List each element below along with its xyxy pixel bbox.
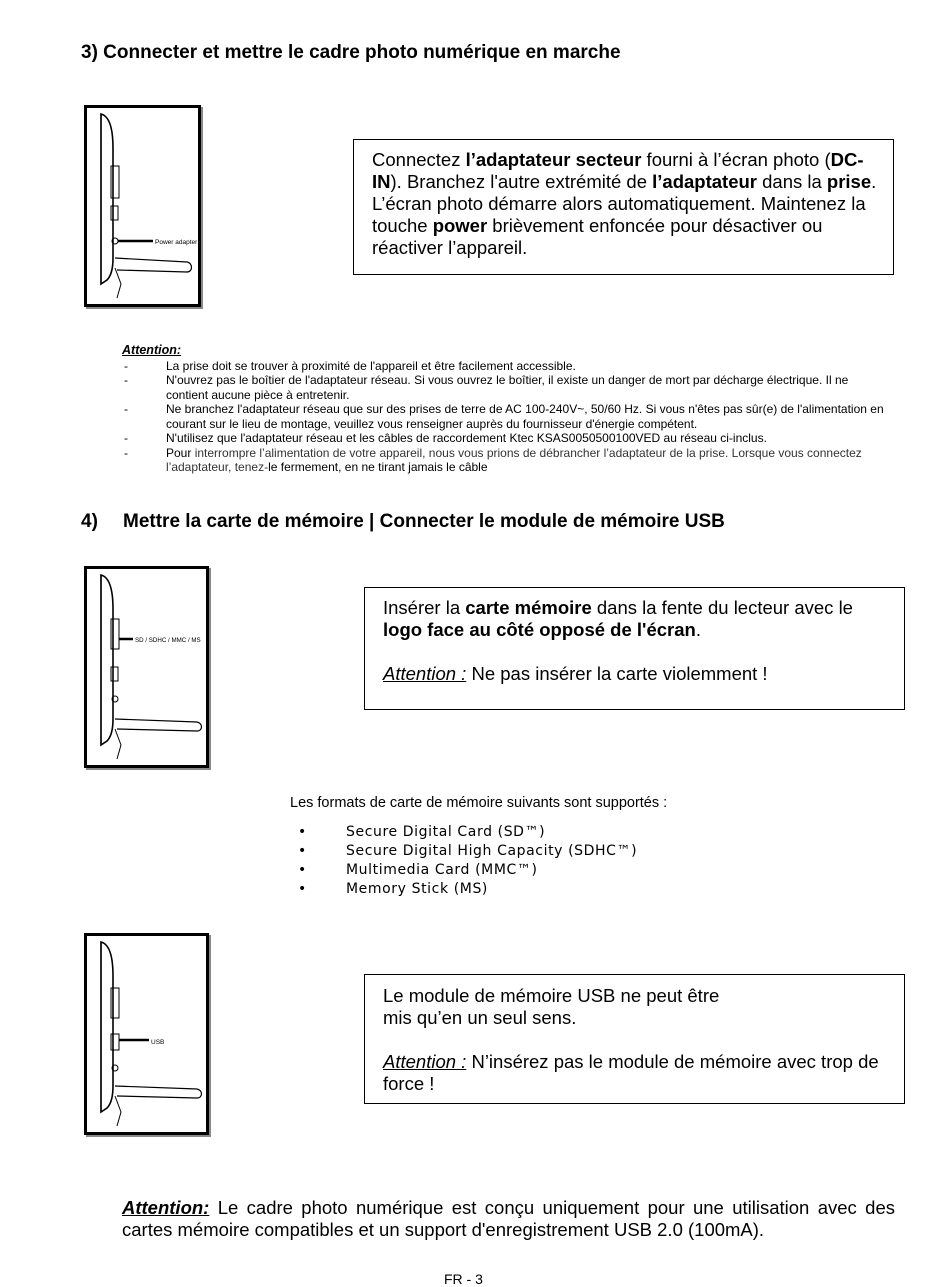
section-3-attention-list bbox=[122, 343, 892, 475]
dash: - bbox=[124, 445, 128, 460]
usb-line-1: Le module de mémoire USB ne peut être bbox=[383, 985, 720, 1006]
attention-label: Attention : bbox=[383, 1051, 467, 1072]
attention-heading: Attention: bbox=[122, 343, 182, 357]
list-item bbox=[292, 842, 637, 861]
final-attention-note bbox=[122, 1197, 895, 1241]
bullet: • bbox=[298, 881, 307, 897]
text: Le cadre photo numérique est conçu uniquement pour une utilisation avec des cartes mémoire compatibles et un support d'enregistrement USB 2.0 (100mA). bbox=[122, 1197, 895, 1240]
text: . L’écran photo démarre alors automatiquement. Maintenez la touche bbox=[372, 171, 877, 236]
dash: - bbox=[124, 402, 128, 416]
list-item bbox=[292, 880, 637, 899]
dash: - bbox=[124, 358, 128, 373]
text: fourni à l’écran photo ( bbox=[641, 149, 831, 170]
list-item-text: N'utilisez que l'adaptateur réseau et les câbles de raccordement Ktec KSAS0050500100VED au réseau ci-inclus. bbox=[166, 431, 767, 445]
list-item bbox=[122, 446, 892, 475]
text: dans la fente du lecteur avec le bbox=[591, 597, 853, 618]
usb-instruction-box bbox=[364, 974, 905, 1104]
bullet: • bbox=[298, 862, 307, 878]
bold-text: l’adaptateur secteur bbox=[465, 149, 642, 170]
formats-intro: Les formats de carte de mémoire suivants sont supportés : bbox=[290, 795, 668, 811]
page-number: FR - 3 bbox=[444, 1271, 483, 1287]
formats-list bbox=[292, 823, 637, 899]
card-warning bbox=[383, 663, 890, 685]
frame-side-view-power-illustration bbox=[84, 105, 201, 307]
format-name: Memory Stick (MS) bbox=[346, 881, 488, 897]
section-4-title: Mettre la carte de mémoire | Connecter le module de mémoire USB bbox=[123, 511, 725, 532]
card-instruction-box bbox=[364, 587, 905, 710]
card-slot-label: SD / SDHC / MMC / MS bbox=[135, 637, 201, 644]
bold-text: power bbox=[432, 215, 488, 236]
bold-text: carte mémoire bbox=[465, 597, 592, 618]
bullet: • bbox=[298, 843, 307, 859]
bold-text: DC-IN bbox=[372, 149, 864, 192]
usb-label: USB bbox=[151, 1039, 165, 1046]
dash: - bbox=[124, 373, 128, 387]
section-4-number: 4) bbox=[81, 511, 98, 532]
list-item-text: La prise doit se trouver à proximité de l'appareil et être facilement accessible. bbox=[166, 358, 576, 373]
section-3-instruction-box bbox=[353, 139, 894, 275]
section-3-title: 3) Connecter et mettre le cadre photo numérique en marche bbox=[81, 42, 621, 63]
format-name: Secure Digital Card (SD™) bbox=[346, 824, 546, 840]
text: le fermement, en ne tirant jamais le câble bbox=[268, 460, 488, 474]
frame-side-view-usb-illustration bbox=[84, 933, 209, 1135]
text: Ne pas insérer la carte violemment ! bbox=[466, 663, 768, 684]
list-item bbox=[122, 359, 892, 374]
format-name: Secure Digital High Capacity (SDHC™) bbox=[346, 843, 638, 859]
text: ). Branchez l'autre extrémité de bbox=[390, 171, 653, 192]
text: N’insérez pas le module de mémoire avec trop de force ! bbox=[383, 1051, 879, 1094]
format-name: Multimedia Card (MMC™) bbox=[346, 862, 538, 878]
text: Insérer la bbox=[383, 597, 466, 618]
text: . bbox=[695, 619, 701, 640]
list-item-text: N'ouvrez pas le boîtier de l'adaptateur réseau. Si vous ouvrez le boîtier, il existe un danger de mort par décharge électrique. Il ne contient aucune pièce à entretenir. bbox=[166, 373, 849, 402]
bullet: • bbox=[298, 824, 307, 840]
text: brièvement enfoncée pour désactiver ou réactiver l’appareil. bbox=[372, 215, 823, 258]
list-item bbox=[292, 861, 637, 880]
text: Connectez bbox=[372, 149, 466, 170]
list-item bbox=[122, 402, 892, 431]
usb-line-2: mis qu’en un seul sens. bbox=[383, 1007, 577, 1028]
list-item bbox=[292, 823, 637, 842]
text: dans la bbox=[756, 171, 827, 192]
text: interrompre l’alimentation de votre appareil, nous vous prions de débrancher l’adaptateur de la prise. Lorsque vous connectez l’adaptateur, tenez- bbox=[166, 445, 862, 474]
usb-warning bbox=[383, 1051, 890, 1095]
list-item bbox=[122, 431, 892, 446]
text: Pour bbox=[166, 445, 195, 460]
attention-label: Attention: bbox=[122, 1197, 210, 1218]
bold-text: prise bbox=[826, 171, 872, 192]
power-adapter-label: Power adapter bbox=[155, 239, 198, 246]
list-item bbox=[122, 373, 892, 402]
attention-label: Attention : bbox=[383, 663, 467, 684]
dash: - bbox=[124, 431, 128, 445]
bold-text: logo face au côté opposé de l'écran bbox=[383, 619, 696, 640]
card-instruction-text bbox=[383, 597, 890, 641]
bold-text: l’adaptateur bbox=[652, 171, 757, 192]
frame-side-view-card-illustration bbox=[84, 566, 209, 768]
list-item-text: Ne branchez l'adaptateur réseau que sur des prises de terre de AC 100-240V~, 50/60 Hz. Si vous n'êtes pas sûr(e) de l'alimentation en courant sur le lieu de montage, veuillez vous renseigner auprès du fournisseur d'énergie compétent. bbox=[166, 402, 884, 431]
